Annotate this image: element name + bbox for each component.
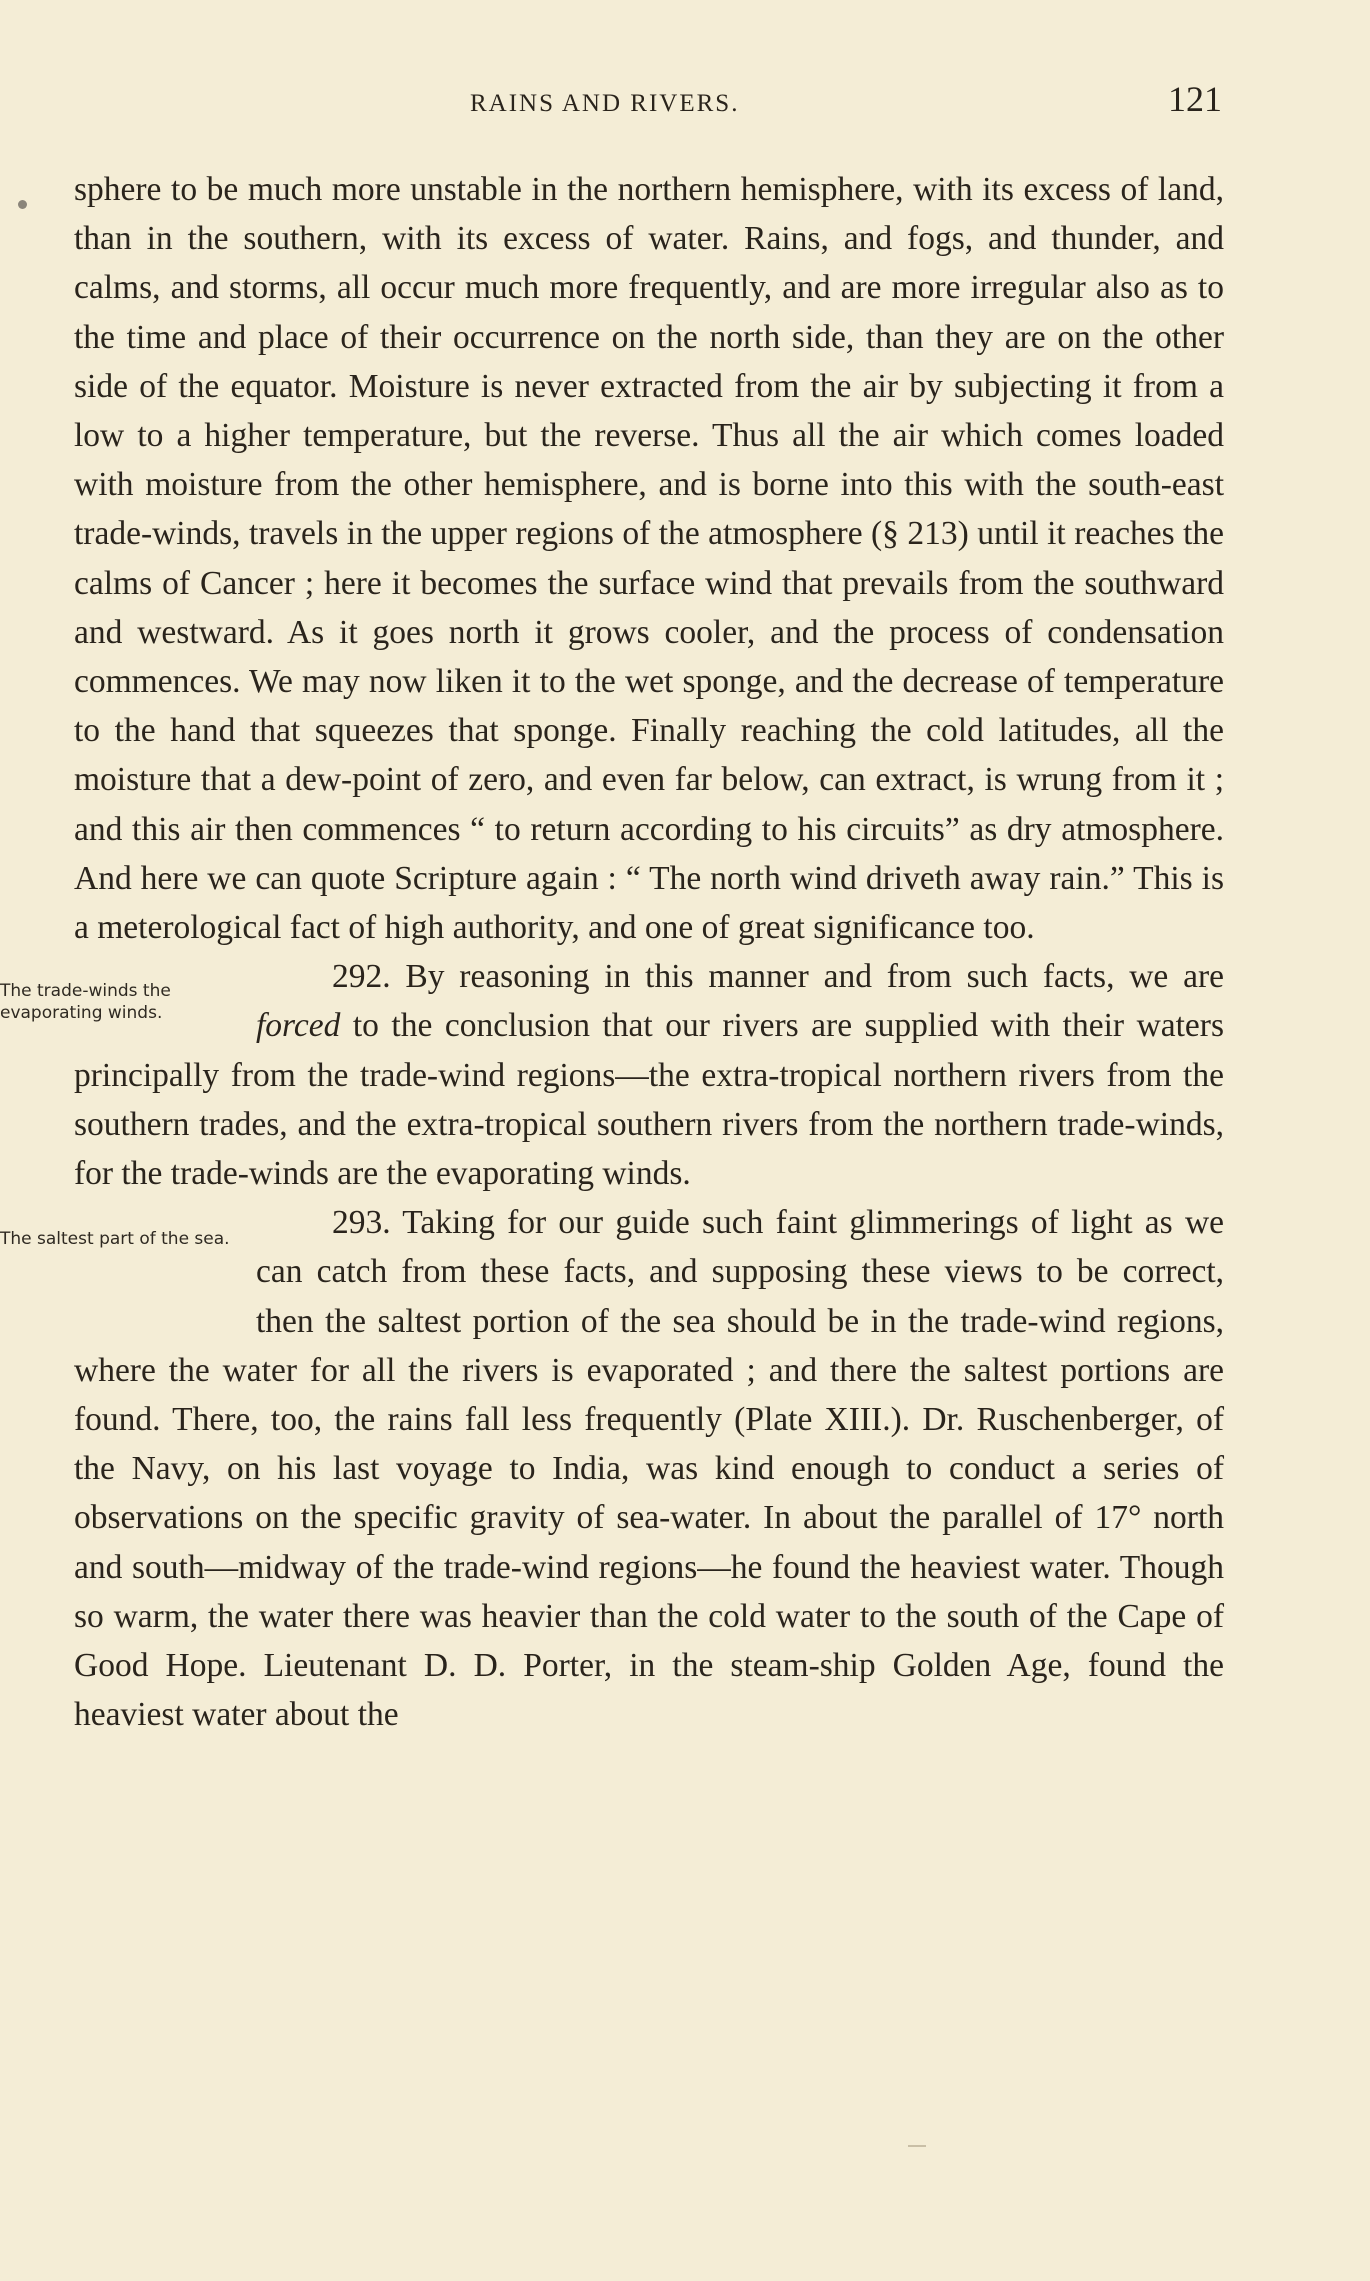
body-text [0, 165, 1225, 1740]
running-head: RAINS AND RIVERS. [470, 90, 740, 117]
emphasis-forced: forced [256, 1007, 341, 1045]
bottom-mark [908, 2145, 926, 2147]
page-header [80, 78, 1222, 128]
margin-note-saltest-part: The saltest part of the sea. [0, 1229, 230, 1250]
paragraph-292 [0, 952, 1224, 1198]
paragraph-293 [0, 1198, 1225, 1739]
paragraph-292-text: to the conclusion that our rivers are supplied with their waters principally from the trade-wind regions—the extra-tropical northern rivers from the southern trades, and the extra-tropical southern rivers from the northern trade-winds, for the trade-winds are the evaporating winds. [74, 1007, 1224, 1193]
margin-note-trade-winds: The trade-winds the evaporating winds. [0, 981, 171, 1024]
paragraph-continued: sphere to be much more unstable in the northern hemisphere, with its excess of land, than in the southern, with its excess of water. Rains, and fogs, and thunder, and calms, and storms, all occur much more frequently, and are more irregular also as to the time and place of their occurrence on the north side, than they are on the other side of the equator. Moisture is never extracted from the air by subjecting it from a low to a higher temperature, but the reverse. Thus all the air which comes loaded with moisture from the other hemisphere, and is borne into this with the south-east trade-winds, travels in the upper regions of the atmosphere (§ 213) until it reaches the calms of Cancer ; here it becomes the surface wind that prevails from the southward and westward. As it goes north it grows cooler, and the process of condensation commences. We may now liken it to the wet sponge, and the decrease of temperature to the hand that squeezes that sponge. Finally reaching the cold latitudes, all the moisture that a dew-point of zero, and even far below, can extract, is wrung from it ; and this air then commences “ to return according to his circuits” as dry atmosphere. And here we can quote Scripture again : “ The north wind driveth away rain.” This is a meterological fact of high authority, and one of great significance too. [74, 171, 1224, 947]
margin-dot-mark [18, 200, 27, 209]
page-number: 121 [1168, 79, 1222, 119]
paragraph-293-text: we can catch from these facts, and supposing these views to be correct, then the saltest portion of the sea should be in the trade-wind regions, where the water for all the rivers is evaporated ; and there the saltest portions are found. There, too, the rains fall less frequently (Plate XIII.). Dr. Ruschenberger, of the Navy, on his last voyage to India, was kind enough to conduct a series of observations on the specific gravity of sea-water. In about the parallel of 17° north and south—midway of the trade-wind regions—he found the heaviest water. Though so warm, the water there was heavier than the cold water to the south of the Cape of Good Hope. Lieutenant D. D. Porter, in the steam-ship Golden Age, found the heaviest water about the [74, 1204, 1225, 1734]
paragraph-292-lead: 292. By reasoning in this manner and from such facts, we are [332, 958, 1224, 996]
paragraph-293-lead: 293. Taking for our guide such faint glimmerings of light as [332, 1204, 1173, 1242]
